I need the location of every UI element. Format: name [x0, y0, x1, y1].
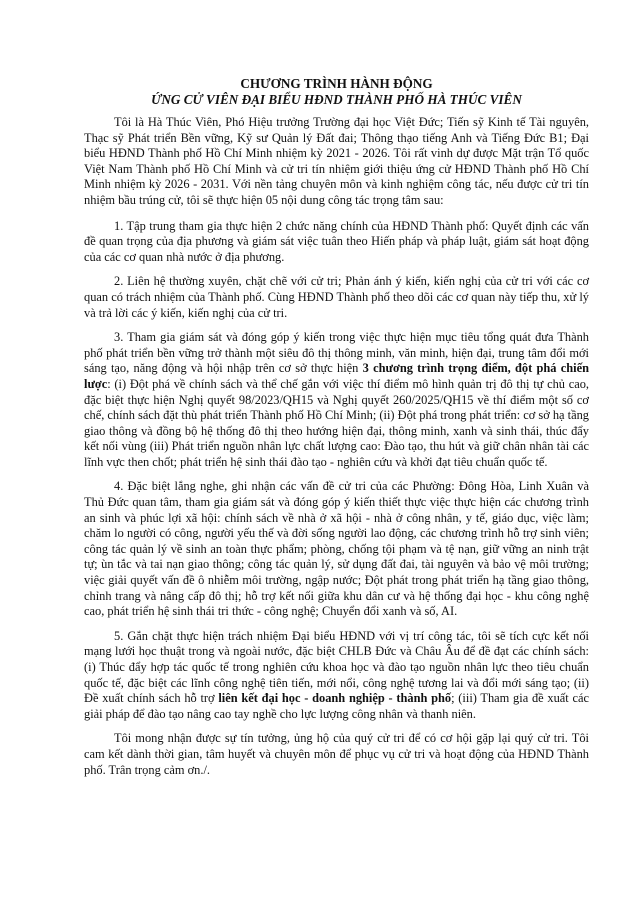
item-5-text-b: ; (iii) Tham gia đề xuất các giải pháp để đào tạo nâng cao tay nghề cho lực lượng công nhân và thanh niên.	[84, 691, 589, 721]
item-3-bold-text: 3 chương trình trọng điểm, đột phá chiến lược	[84, 361, 589, 391]
item-3-text-a: 3. Tham gia giám sát và đóng góp ý kiến trong việc thực hiện mục tiêu tổng quát đưa Thành phố phát triển bền vững trở thành một siêu đô thị thông minh, văn minh, hiện đại, trung tâm đổi mới sáng tạo, năng động và hội nhập trên cơ sở thực hiện	[84, 330, 589, 376]
document-subtitle: ỨNG CỬ VIÊN ĐẠI BIỂU HĐND THÀNH PHỐ HÀ THÚC VIÊN	[151, 92, 522, 107]
item-3-text-b: : (i) Đột phá về chính sách và thể chế gắn với việc thí điểm mô hình quản trị đô thị tự chủ cao, đặc biệt thực hiện Nghị quyết 98/2023/QH15 và Nghị quyết 260/2025/QH15 về thí điểm một số cơ chế, chính sách đặt thù phát triển Thành phố Hồ Chí Minh; (ii) Đột phá trong phát triển: cơ sở hạ tầng giao thông và đồng bộ hệ thống đô thị theo hướng hiện đại, thông minh, xanh và sinh thái, thúc đẩy kết nối vùng (iii) Phát triển nguồn nhân lực chất lượng cao: Đào tạo, thu hút và giữ chân nhân tài các lĩnh vực then chốt; phát triển hệ sinh thái đào tạo - nghiên cứu và khởi đạt tiêu chuẩn quốc tế.	[84, 376, 589, 469]
closing-paragraph: Tôi mong nhận được sự tín tưởng, ủng hộ của quý cử tri để có cơ hội gặp lại quý cử tri. Tôi cam kết dành thời gian, tâm huyết và chuyên môn để phục vụ cử tri và hoạt động của HĐND Thành phố. Trân trọng cảm ơn./.	[84, 731, 589, 777]
item-1-paragraph: 1. Tập trung tham gia thực hiện 2 chức năng chính của HĐND Thành phố: Quyết định các vấn đề quan trọng của địa phương và giám sát việc tuân theo Hiến pháp và pháp luật, giám sát hoạt động của các cơ quan nhà nước ở địa phương.	[84, 218, 589, 264]
intro-paragraph: Tôi là Hà Thúc Viên, Phó Hiệu trưởng Trường đại học Việt Đức; Tiến sỹ Kinh tế Tài nguyên, Thạc sỹ Phát triển Bền vững, Kỹ sư Quản lý Đất đai; Thông thạo tiếng Anh và Tiếng Đức B1; Đại biểu HĐND Thành phố Hồ Chí Minh nhiệm kỳ 2021 - 2026. Tôi rất vinh dự được Mặt trận Tổ quốc Việt Nam Thành phố Hồ Chí Minh và cử tri tín nhiệm giới thiệu ứng cử HĐND Thành phố Hồ Chí Minh nhiệm kỳ 2026 - 2031. Với nền tảng chuyên môn và kinh nghiệm công tác, nếu được cử tri tín nhiệm bầu trúng cử, tôi sẽ thực hiện 05 nội dung công tác trọng tâm sau:	[84, 115, 589, 207]
item-3-paragraph	[84, 330, 589, 470]
document-page	[84, 76, 589, 787]
item-5-text-a: 5. Gắn chặt thực hiện trách nhiệm Đại biểu HĐND với vị trí công tác, tôi sẽ tích cực kết nối mạng lưới học thuật trong và ngoài nước, đặc biệt CHLB Đức và Châu Âu để đề đạt các chính sách: (i) Thúc đẩy hợp tác quốc tế trong nghiên cứu khoa học và đào tạo nguồn nhân lực theo tiêu chuẩn quốc tế, đặc biệt các lĩnh công nghệ tiên tiến, mới nổi, công nghệ tương lai và đổi mới sáng tạo; (ii) Đề xuất chính sách hỗ trợ	[84, 628, 589, 706]
item-2-paragraph: 2. Liên hệ thường xuyên, chặt chẽ với cử tri; Phản ánh ý kiến, kiến nghị của cử tri với các cơ quan có trách nhiệm của Thành phố. Cùng HĐND Thành phố theo dõi các cơ quan này tiếp thu, xử lý và trả lời các ý kiến, kiến nghị của cử tri.	[84, 274, 589, 320]
item-4-paragraph: 4. Đặc biệt lắng nghe, ghi nhận các vấn đề cử tri của các Phường: Đông Hòa, Linh Xuân và Thủ Đức quan tâm, tham gia giám sát và đóng góp ý kiến thiết thực việc thực hiện các chương trình an sinh và phúc lợi xã hội: chính sách về nhà ở xã hội - nhà ở công nhân, y tế, giáo dục, việc làm; chăm lo người có công, người yếu thế và đời sống người lao động, các chương trình hỗ trợ sinh viên; công tác quản lý về sinh an toàn thực phẩm; phòng, chống tội phạm và tệ nạn, giữ vững an ninh trật tự; ùn tắc và tai nạn giao thông; công tác quản lý, sử dụng đất đai, tài nguyên và bảo vệ môi trường; việc giải quyết vấn đề ô nhiễm môi trường, ngập nước; Đột phát trong phát triển hạ tầng giao thông, chỉnh trang và nâng cấp đô thị; hỗ trợ kết nối giữa khu dân cư và hệ thống đại học - khu công nghệ cao, phát triển hệ sinh thái tri thức - công nghệ; Chuyển đổi xanh và số, AI.	[84, 479, 589, 619]
document-title: CHƯƠNG TRÌNH HÀNH ĐỘNG	[240, 76, 433, 91]
item-5-bold-text: liên kết đại học - doanh nghiệp - thành phố	[218, 691, 452, 706]
item-5-paragraph	[84, 629, 589, 723]
